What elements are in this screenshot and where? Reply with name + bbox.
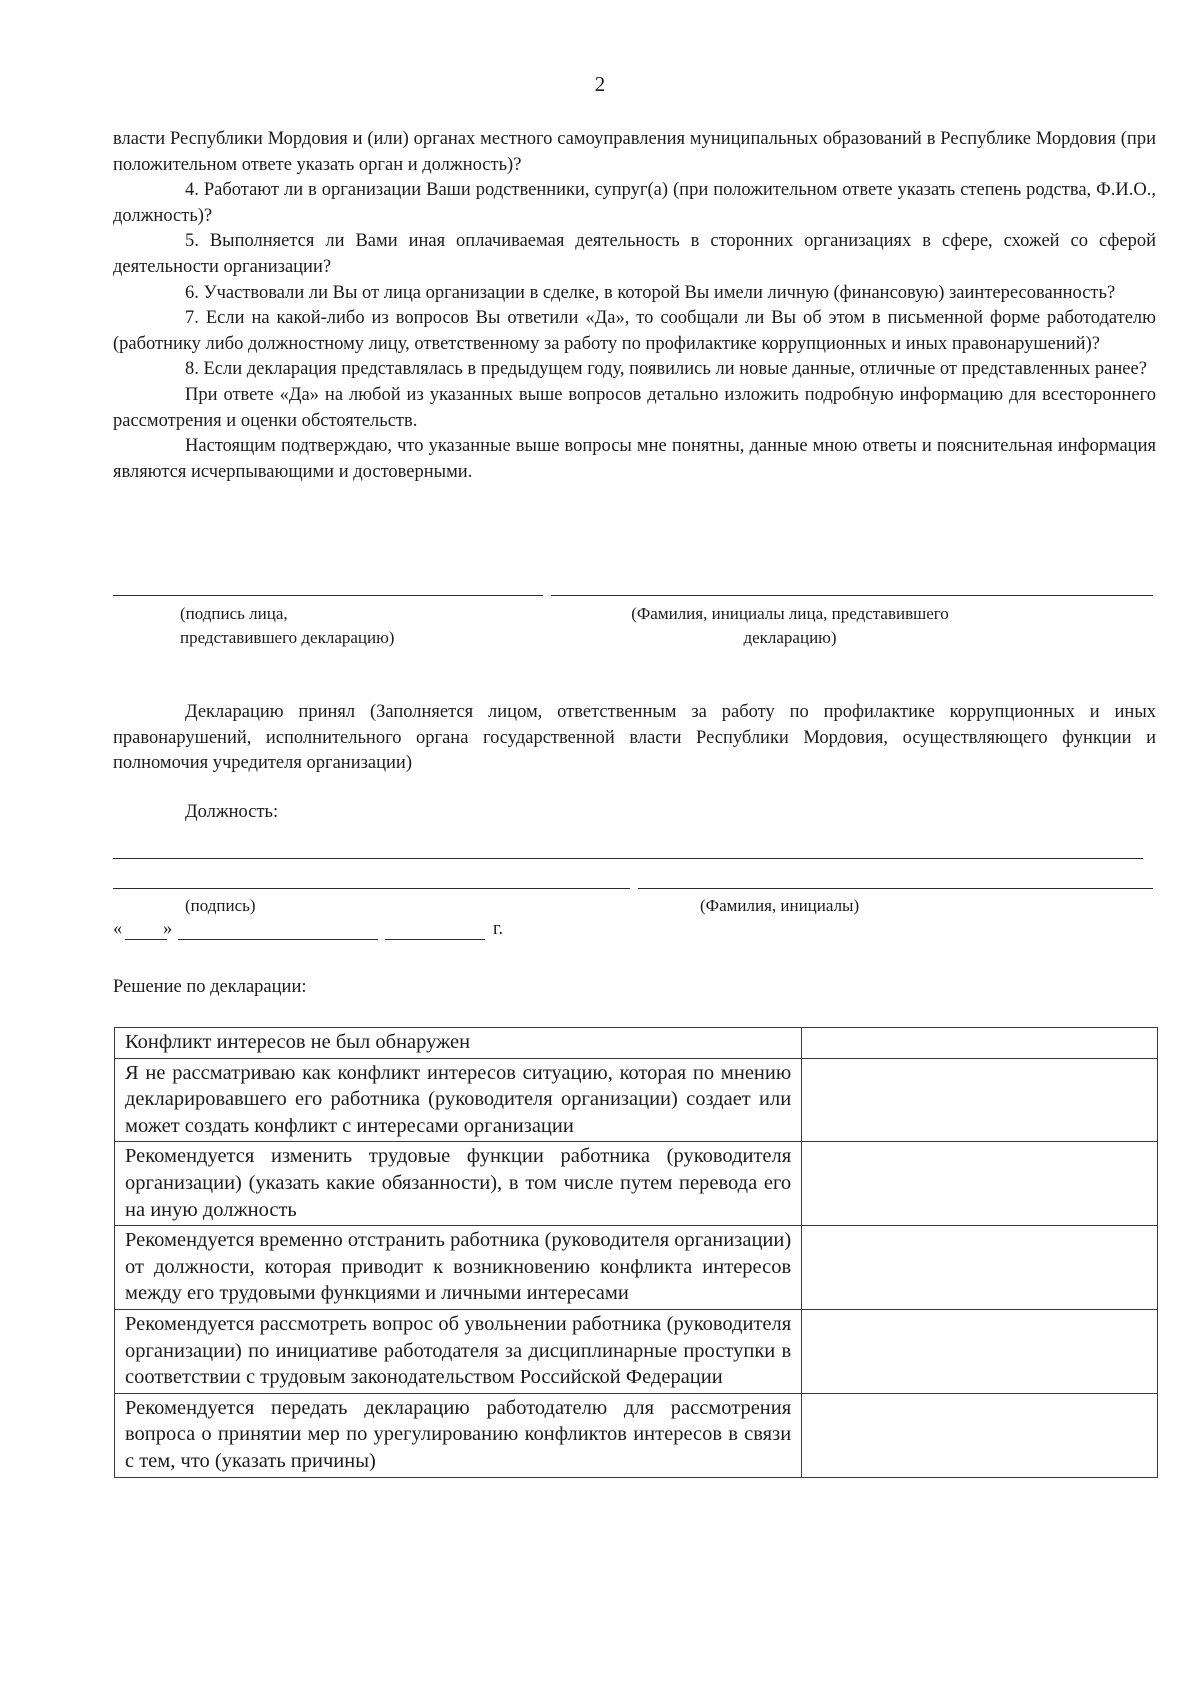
decision-table bbox=[114, 1027, 1158, 1478]
decision-mark-cell bbox=[802, 1028, 1158, 1059]
table-row bbox=[115, 1058, 1158, 1142]
question-3-continued: власти Республики Мордовия и (или) органах местного самоуправления муниципальных образований в Республике Мордовия (при положительном ответе указать орган и должность)? bbox=[113, 129, 1156, 175]
decision-title: Решение по декларации: bbox=[113, 977, 307, 997]
decision-option: Рекомендуется временно отстранить работника (руководителя организации) от должности, которая приводит к возникновению конфликта интересов между его трудовыми функциями и личными интересами bbox=[115, 1226, 802, 1310]
decision-option: Конфликт интересов не был обнаружен bbox=[115, 1028, 802, 1059]
table-row bbox=[115, 1142, 1158, 1226]
official-signature-line bbox=[113, 888, 630, 889]
date-year-blank bbox=[385, 939, 485, 940]
official-signature-caption: (подпись) bbox=[185, 896, 256, 915]
position-line bbox=[113, 858, 1143, 859]
accepted-by-text: Декларацию принял (Заполняется лицом, ответственным за работу по профилактике коррупционных и иных правонарушений, исполнительного органа государственной власти Республики Мордовия, осуществляющего функции и полномочия учредителя организации) bbox=[113, 702, 1156, 774]
date-open-quote: « bbox=[113, 919, 123, 939]
position-label: Должность: bbox=[185, 802, 279, 822]
decision-option: Рекомендуется рассмотреть вопрос об увольнении работника (руководителя организации) по инициативе работодателя за дисциплинарные проступки в соответствии с трудовым законодательством Российской Федерации bbox=[115, 1309, 802, 1393]
declarant-name-caption: (Фамилия, инициалы лица, представившего декларацию) bbox=[631, 604, 949, 647]
question-5: 5. Выполняется ли Вами иная оплачиваемая деятельность в сторонних организациях в сфере, схожей со сферой деятельности организации? bbox=[113, 231, 1156, 277]
page-number: 2 bbox=[594, 72, 606, 96]
official-name-caption: (Фамилия, инициалы) bbox=[700, 896, 860, 915]
declarant-signature-caption: (подпись лица, представившего декларацию) bbox=[180, 604, 395, 647]
date-month-blank bbox=[178, 939, 378, 940]
question-6: 6. Участвовали ли Вы от лица организации в сделке, в которой Вы имели личную (финансовую) заинтересованность? bbox=[185, 282, 1116, 303]
official-name-line bbox=[638, 888, 1153, 889]
question-4: 4. Работают ли в организации Ваши родственники, супруг(а) (при положительном ответе указать степень родства, Ф.И.О., должность)? bbox=[113, 180, 1156, 226]
date-close-quote: » bbox=[163, 919, 173, 939]
decision-option: Рекомендуется передать декларацию работодателю для рассмотрения вопроса о принятии мер по урегулированию конфликтов интересов в связи с тем, что (указать причины) bbox=[115, 1393, 802, 1477]
decision-option: Я не рассматриваю как конфликт интересов ситуацию, которая по мнению декларировавшего его работника (руководителя организации) создает или может создать конфликт с интересами организации bbox=[115, 1058, 802, 1142]
table-row bbox=[115, 1028, 1158, 1059]
questions-text bbox=[113, 127, 1156, 485]
instruction-paragraph: При ответе «Да» на любой из указанных выше вопросов детально изложить подробную информацию для всестороннего рассмотрения и оценки обстоятельств. bbox=[113, 384, 1156, 431]
decision-mark-cell bbox=[802, 1393, 1158, 1477]
question-8: 8. Если декларация представлялась в предыдущем году, появились ли новые данные, отличные от представленных ранее? bbox=[185, 359, 1147, 380]
question-7: 7. Если на какой-либо из вопросов Вы ответили «Да», то сообщали ли Вы об этом в письменной форме работодателю (работнику либо должностному лицу, ответственному за работу по профилактике коррупционных и иных правонарушений)? bbox=[113, 308, 1156, 354]
decision-mark-cell bbox=[802, 1226, 1158, 1310]
date-line bbox=[113, 919, 533, 945]
decision-mark-cell bbox=[802, 1142, 1158, 1226]
table-row bbox=[115, 1226, 1158, 1310]
decision-mark-cell bbox=[802, 1309, 1158, 1393]
decision-option: Рекомендуется изменить трудовые функции работника (руководителя организации) (указать какие обязанности), в том числе путем перевода его на иную должность bbox=[115, 1142, 802, 1226]
declarant-name-line bbox=[551, 595, 1153, 596]
date-day-blank bbox=[125, 939, 167, 940]
table-row bbox=[115, 1393, 1158, 1477]
table-row bbox=[115, 1309, 1158, 1393]
date-year-suffix: г. bbox=[493, 919, 504, 939]
decision-mark-cell bbox=[802, 1058, 1158, 1142]
confirmation-paragraph: Настоящим подтверждаю, что указанные выше вопросы мне понятны, данные мною ответы и пояснительная информация являются исчерпывающими и достоверными. bbox=[113, 436, 1156, 482]
declarant-signature-line bbox=[113, 595, 543, 596]
